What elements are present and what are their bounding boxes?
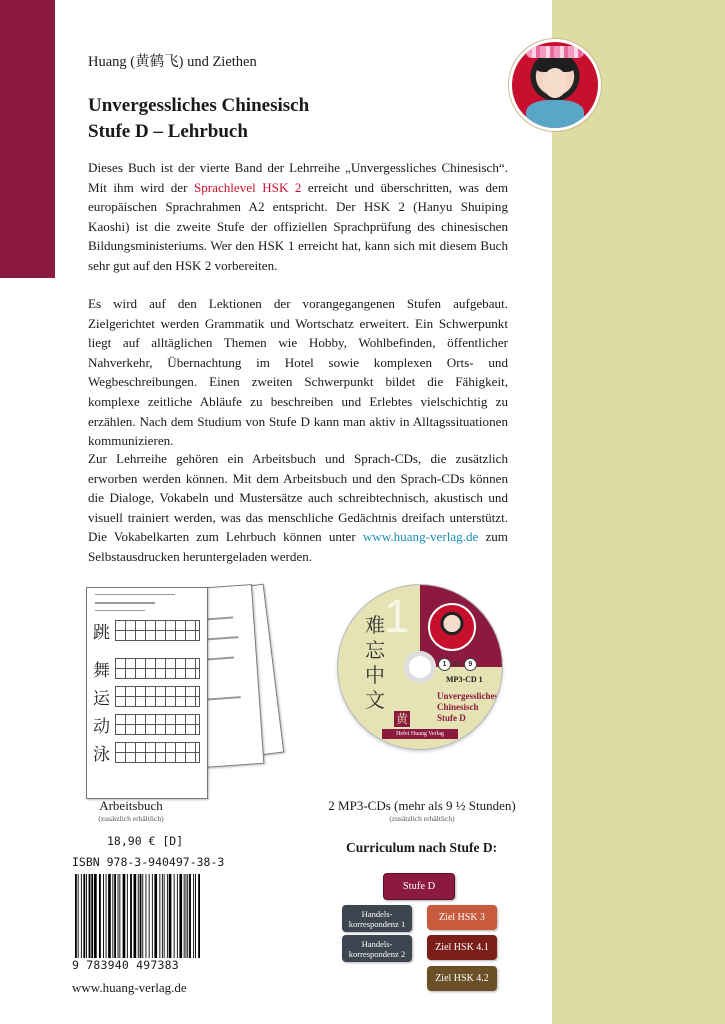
barcode-bar xyxy=(177,874,178,960)
portrait-face xyxy=(543,68,567,98)
curriculum-ziel-hsk-3: Ziel HSK 3 xyxy=(427,905,497,930)
curriculum-stufe-d: Stufe D xyxy=(383,873,455,900)
worksheet-char: 跳 xyxy=(93,623,110,643)
spine-panel xyxy=(552,0,725,1024)
barcode-bar xyxy=(149,874,150,960)
cd-title: Unvergessliches Chinesisch Stufe D xyxy=(437,691,498,723)
barcode-bar xyxy=(89,874,91,960)
cd-portrait xyxy=(428,603,476,651)
cd-seal-logo: 黄 xyxy=(395,712,408,726)
intro-text: Dieses Buch ist der vierte Band der Lehrreihe „Unvergessliches Chinesisch“. Mit ihm wird der xyxy=(88,160,508,195)
hsk-level-highlight: Sprachlevel HSK 2 xyxy=(193,179,302,195)
cd-chinese-title: 难忘中文 xyxy=(365,613,385,712)
workbook-subcaption: (zusätzlich erhältlich) xyxy=(98,814,164,823)
portrait-robe xyxy=(526,100,584,130)
barcode-bar xyxy=(130,874,132,960)
materials-text-end: zum Selbstausdrucken heruntergeladen werden. xyxy=(88,529,508,564)
barcode-bar xyxy=(112,874,113,960)
worksheet-char: 泳 xyxy=(93,745,110,765)
barcode-bar xyxy=(140,874,142,960)
curriculum-ziel-hsk-4-2: Ziel HSK 4.2 xyxy=(427,966,497,991)
cd-range-from: 1 xyxy=(438,658,451,671)
barcode-bar xyxy=(91,874,93,960)
barcode-bar xyxy=(86,874,87,960)
barcode-bar xyxy=(142,874,143,960)
barcode-bar xyxy=(193,874,194,960)
barcode-bar xyxy=(94,874,97,960)
practice-grid xyxy=(115,686,200,707)
curriculum-handelskorrespondenz-2: Handels-korrespondenz 2 xyxy=(342,935,412,962)
barcode-bar xyxy=(123,874,126,960)
barcode-bar xyxy=(75,874,77,960)
barcode-bar xyxy=(167,874,168,960)
barcode-bar xyxy=(189,874,191,960)
title-line-1: Unvergessliches Chinesisch xyxy=(88,95,310,116)
portrait-flowers xyxy=(526,46,584,58)
barcode-bar xyxy=(103,874,104,960)
barcode-bar xyxy=(187,874,188,960)
workbook-page-front xyxy=(86,587,208,799)
barcode-bar xyxy=(106,874,107,960)
barcode-bar xyxy=(146,874,147,960)
barcode-bar xyxy=(164,874,165,960)
barcode-bar xyxy=(162,874,163,960)
red-band xyxy=(0,0,55,278)
barcode-bar xyxy=(152,874,153,960)
cd-range-to: 9 xyxy=(464,658,477,671)
practice-grid xyxy=(115,620,200,641)
cd-center-hole xyxy=(404,651,436,683)
barcode-bar xyxy=(119,874,120,960)
cd-caption: 2 MP3-CDs (mehr als 9 ½ Stunden) xyxy=(328,798,516,813)
curriculum-ziel-hsk-4-1: Ziel HSK 4.1 xyxy=(427,935,497,960)
cd-range-word: bis xyxy=(452,661,462,668)
barcode-bar xyxy=(195,874,196,960)
practice-grid xyxy=(115,742,200,763)
workbook-image xyxy=(86,585,306,800)
barcode-bar xyxy=(99,874,101,960)
practice-grid xyxy=(115,658,200,679)
cd-label: MP3-CD 1 xyxy=(446,675,483,684)
worksheet-char: 运 xyxy=(93,689,110,709)
barcode-bar xyxy=(78,874,79,960)
barcode-digits: 9 783940 497383 xyxy=(72,958,204,972)
barcode-bar xyxy=(138,874,139,960)
author-line: Huang (黄鹤飞) und Ziethen xyxy=(88,54,257,70)
page-header-line xyxy=(95,594,175,595)
title-line-2: Stufe D – Lehrbuch xyxy=(88,121,248,142)
author-portrait-image xyxy=(509,39,601,131)
cd-subcaption: (zusätzlich erhältlich) xyxy=(389,814,455,823)
intro-text-end: erreicht und überschritten, was dem europäischen Sprachrahmen A2 entspricht. Der HSK 2 (Hanyu Shuiping Kaoshi) ist die zweite Stufe der offiziellen Sprachprüfung des chinesischen Bildungsministeriums. Wer den HSK 1 erreicht hat, kann sich mit diesem Buch sehr gut auf den HSK 2 vorbereiten. xyxy=(88,179,509,273)
curriculum-handelskorrespondenz-1: Handels-korrespondenz 1 xyxy=(342,905,412,932)
barcode-bar xyxy=(81,874,82,960)
barcode-bar xyxy=(186,874,187,960)
mp3-cd-image xyxy=(338,585,502,749)
curriculum-title: Curriculum nach Stufe D: xyxy=(346,840,498,855)
page-subline xyxy=(95,610,145,611)
workbook-caption: Arbeitsbuch xyxy=(99,798,163,813)
paragraph-intro xyxy=(88,158,508,276)
barcode-bar xyxy=(114,874,116,960)
isbn-label: ISBN 978-3-940497-38-3 xyxy=(72,855,225,869)
barcode-bar xyxy=(179,874,182,960)
isbn-barcode xyxy=(73,874,201,960)
barcode-bar xyxy=(134,874,137,960)
barcode-bar xyxy=(184,874,185,960)
barcode-bar xyxy=(198,874,200,960)
worksheet-char: 动 xyxy=(93,717,110,737)
barcode-bar xyxy=(108,874,111,960)
barcode-bar xyxy=(154,874,157,960)
cd-number: 1 xyxy=(384,590,410,642)
website-link[interactable]: www.huang-verlag.de xyxy=(362,529,479,545)
barcode-bar xyxy=(127,874,128,960)
book-title xyxy=(88,93,309,145)
publisher-website[interactable]: www.huang-verlag.de xyxy=(72,980,187,995)
practice-grid xyxy=(115,714,200,735)
paragraph-materials xyxy=(88,449,508,567)
barcode-bar xyxy=(169,874,172,960)
price-label: 18,90 € [D] xyxy=(107,834,184,848)
barcode-bar xyxy=(174,874,175,960)
cd-range xyxy=(438,658,477,671)
barcode-bar xyxy=(118,874,119,960)
page-heading xyxy=(95,602,155,604)
materials-text: Zur Lehrreihe gehören ein Arbeitsbuch und Sprach-CDs, die zusätzlich erworben werden können. Mit dem Arbeitsbuch und den Sprach-CDs können die Dialoge, Vokabeln und Mustersätze auch schreibtechnisch, akustisch und visuell trainiert werden, was das menschliche Gedächtnis dreifach unterstützt. Die Vokabelkarten zum Lehrbuch können unter xyxy=(88,451,508,545)
barcode-bar xyxy=(159,874,160,960)
cd-publisher: Hefei Huang Verlag xyxy=(382,729,458,739)
paragraph-content: Es wird auf den Lektionen der vorangegangenen Stufen aufgebaut. Zielgerichtet werden Grammatik und Wortschatz erweitert. Ein Schwerpunkt liegt auf alltäglichen Themen wie Hobby, Wohlbefinden, öffentlicher Nahverkehr, Übernachtung im Hotel sowie komplexen Orts- und Wegbeschreibungen. Einen zweiten Schwerpunkt bildet die Fähigkeit, komplexe zeitliche Abläufe zu beschreiben und Erlebtes vielschichtig zu erzählen. Nach dem Studium von Stufe D kann man aktiv in Alltagssituationen kommunizieren. xyxy=(88,296,508,449)
barcode-bar xyxy=(83,874,85,960)
worksheet-char: 舞 xyxy=(93,661,110,681)
